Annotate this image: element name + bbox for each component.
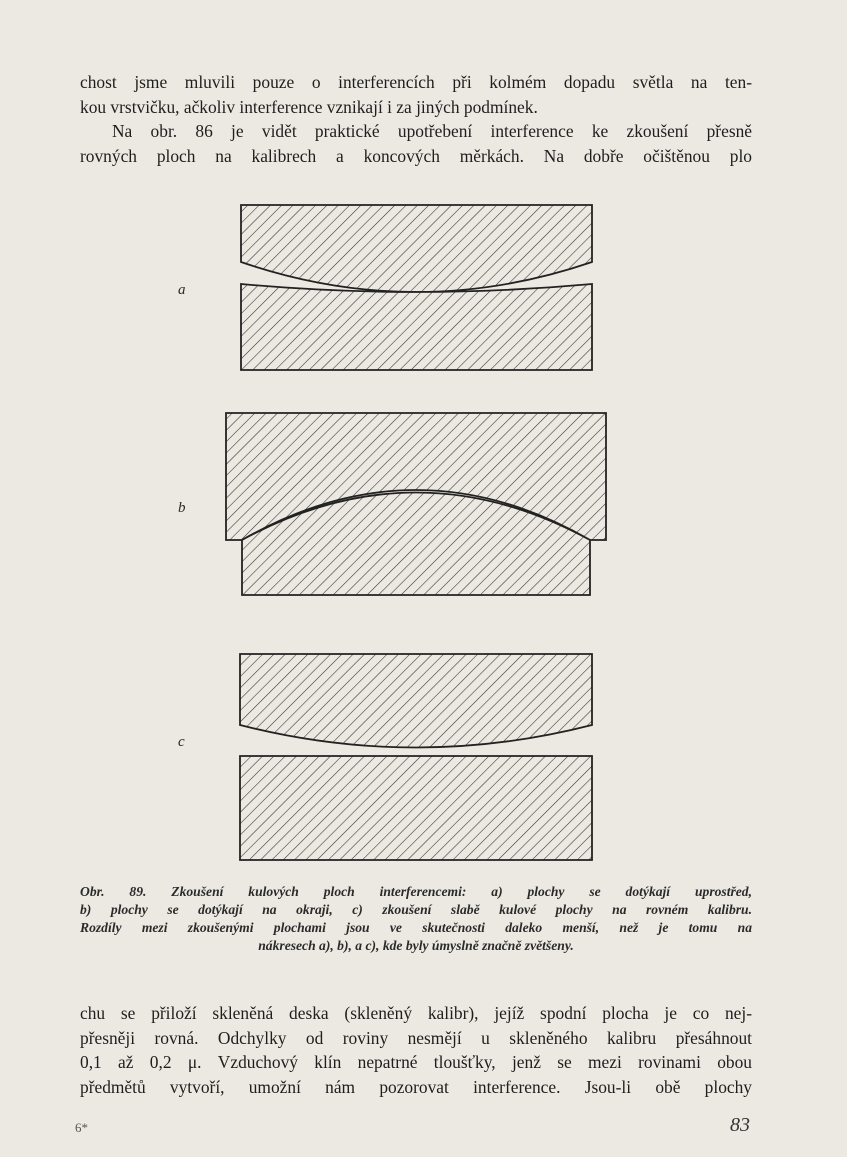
caption-line: Obr. 89. Zkoušení kulových ploch interferencemi: a) plochy se dotýkají uprostřed, xyxy=(80,884,752,899)
label-b: b xyxy=(178,500,186,516)
caption-line: nákresech a), b), a c), kde byly úmyslně značně zvětšeny. xyxy=(258,938,574,953)
label-c: c xyxy=(178,734,185,750)
diagram-c-upper-block xyxy=(240,654,592,748)
caption-line: b) plochy se dotýkají na okraji, c) zkoušení slabě kulové plochy na rovném kalibru. xyxy=(80,902,752,917)
text-line: 0,1 až 0,2 μ. Vzduchový klín nepatrné tloušťky, jenž se mezi rovinami obou xyxy=(80,1052,752,1072)
text-line: kou vrstvičku, ačkoliv interference vznikají i za jiných podmínek. xyxy=(80,96,538,117)
label-a: a xyxy=(178,282,186,298)
diagram-c xyxy=(240,654,592,860)
diagram-a-lower-block xyxy=(241,284,592,370)
text-line: rovných ploch na kalibrech a koncových měrkách. Na dobře očištěnou plo xyxy=(80,145,752,166)
text-line: Na obr. 86 je vidět praktické upotřebení interference ke zkoušení přesně xyxy=(112,121,752,141)
diagram-b xyxy=(226,413,606,595)
caption-line: Rozdíly mezi zkoušenými plochami jsou ve skutečnosti daleko menší, než je tomu na xyxy=(80,920,752,935)
signature-mark: 6* xyxy=(75,1120,88,1135)
text-line: chu se přiloží skleněná deska (skleněný kalibr), jejíž spodní plocha je co nej- xyxy=(80,1003,752,1023)
diagram-a xyxy=(241,205,592,370)
text-line: chost jsme mluvili pouze o interferencích při kolmém dopadu světla na ten- xyxy=(80,72,752,92)
figure-caption xyxy=(80,883,752,955)
page-number: 83 xyxy=(730,1114,750,1136)
bottom-paragraph xyxy=(80,1001,752,1099)
diagram-a-upper-block xyxy=(241,205,592,292)
text-line: předmětů vytvoří, umožní nám pozorovat interference. Jsou-li obě plochy xyxy=(80,1076,752,1097)
diagram-c-lower-block xyxy=(240,756,592,860)
text-line: přesněji rovná. Odchylky od roviny nesmějí u skleněného kalibru přesáhnout xyxy=(80,1027,752,1048)
